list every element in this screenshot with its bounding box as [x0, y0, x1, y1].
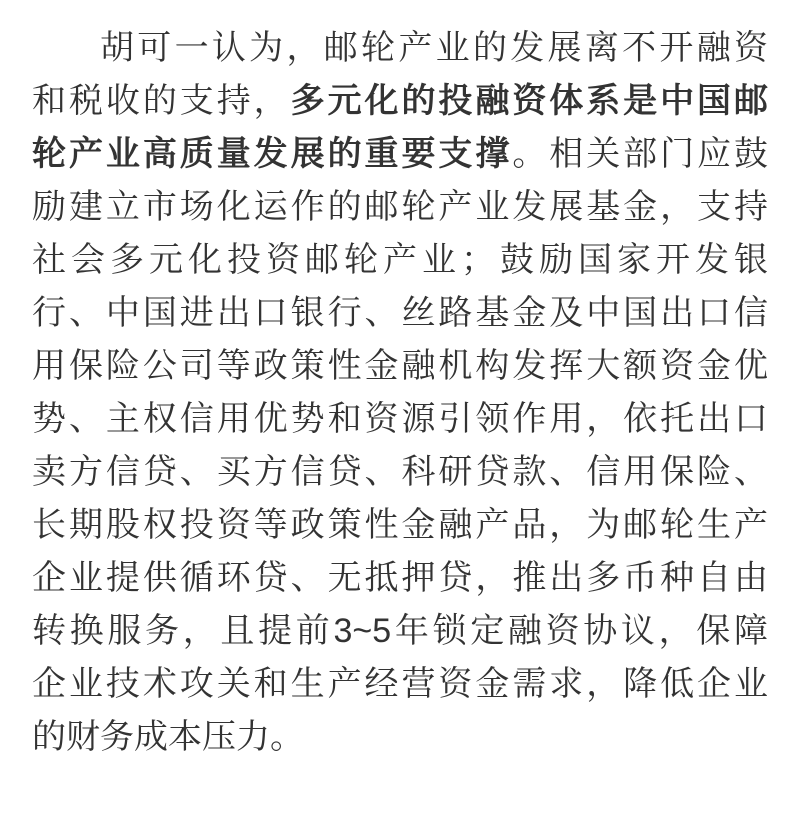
text-line	[32, 552, 768, 605]
text-segment: 转换服务，且提前3~5年锁定融资协议，保障	[32, 612, 768, 650]
text-segment: 。相关部门应鼓	[512, 135, 769, 173]
text-segment-bold: 轮产业高质量发展的重要支撑	[32, 135, 513, 173]
text-line	[32, 22, 768, 75]
text-line	[32, 234, 768, 287]
text-segment: 的财务成本压力。	[32, 718, 304, 756]
text-segment: 长期股权投资等政策性金融产品，为邮轮生产	[32, 506, 768, 544]
text-segment-bold: 多元化的投融资体系是中国邮	[290, 82, 769, 120]
text-segment: 和税收的支持，	[32, 82, 291, 120]
text-line	[32, 605, 768, 658]
text-line	[32, 128, 768, 181]
text-segment: 社会多元化投资邮轮产业；鼓励国家开发银	[32, 241, 768, 279]
text-line	[32, 393, 768, 446]
text-segment: 势、主权信用优势和资源引领作用，依托出口	[32, 400, 768, 438]
text-segment: 企业提供循环贷、无抵押贷，推出多币种自由	[32, 559, 768, 597]
text-segment: 企业技术攻关和生产经营资金需求，降低企业	[32, 665, 768, 703]
text-segment: 卖方信贷、买方信贷、科研贷款、信用保险、	[32, 453, 768, 491]
text-segment: 用保险公司等政策性金融机构发挥大额资金优	[32, 347, 768, 385]
text-segment: 行、中国进出口银行、丝路基金及中国出口信	[32, 294, 768, 332]
text-line	[32, 711, 768, 764]
text-line	[32, 181, 768, 234]
text-line	[32, 75, 768, 128]
text-line	[32, 287, 768, 340]
text-line	[32, 658, 768, 711]
text-line	[32, 340, 768, 393]
text-line	[32, 499, 768, 552]
text-line	[32, 446, 768, 499]
text-segment: 胡可一认为，邮轮产业的发展离不开融资	[100, 29, 768, 67]
text-segment: 励建立市场化运作的邮轮产业发展基金，支持	[32, 188, 768, 226]
